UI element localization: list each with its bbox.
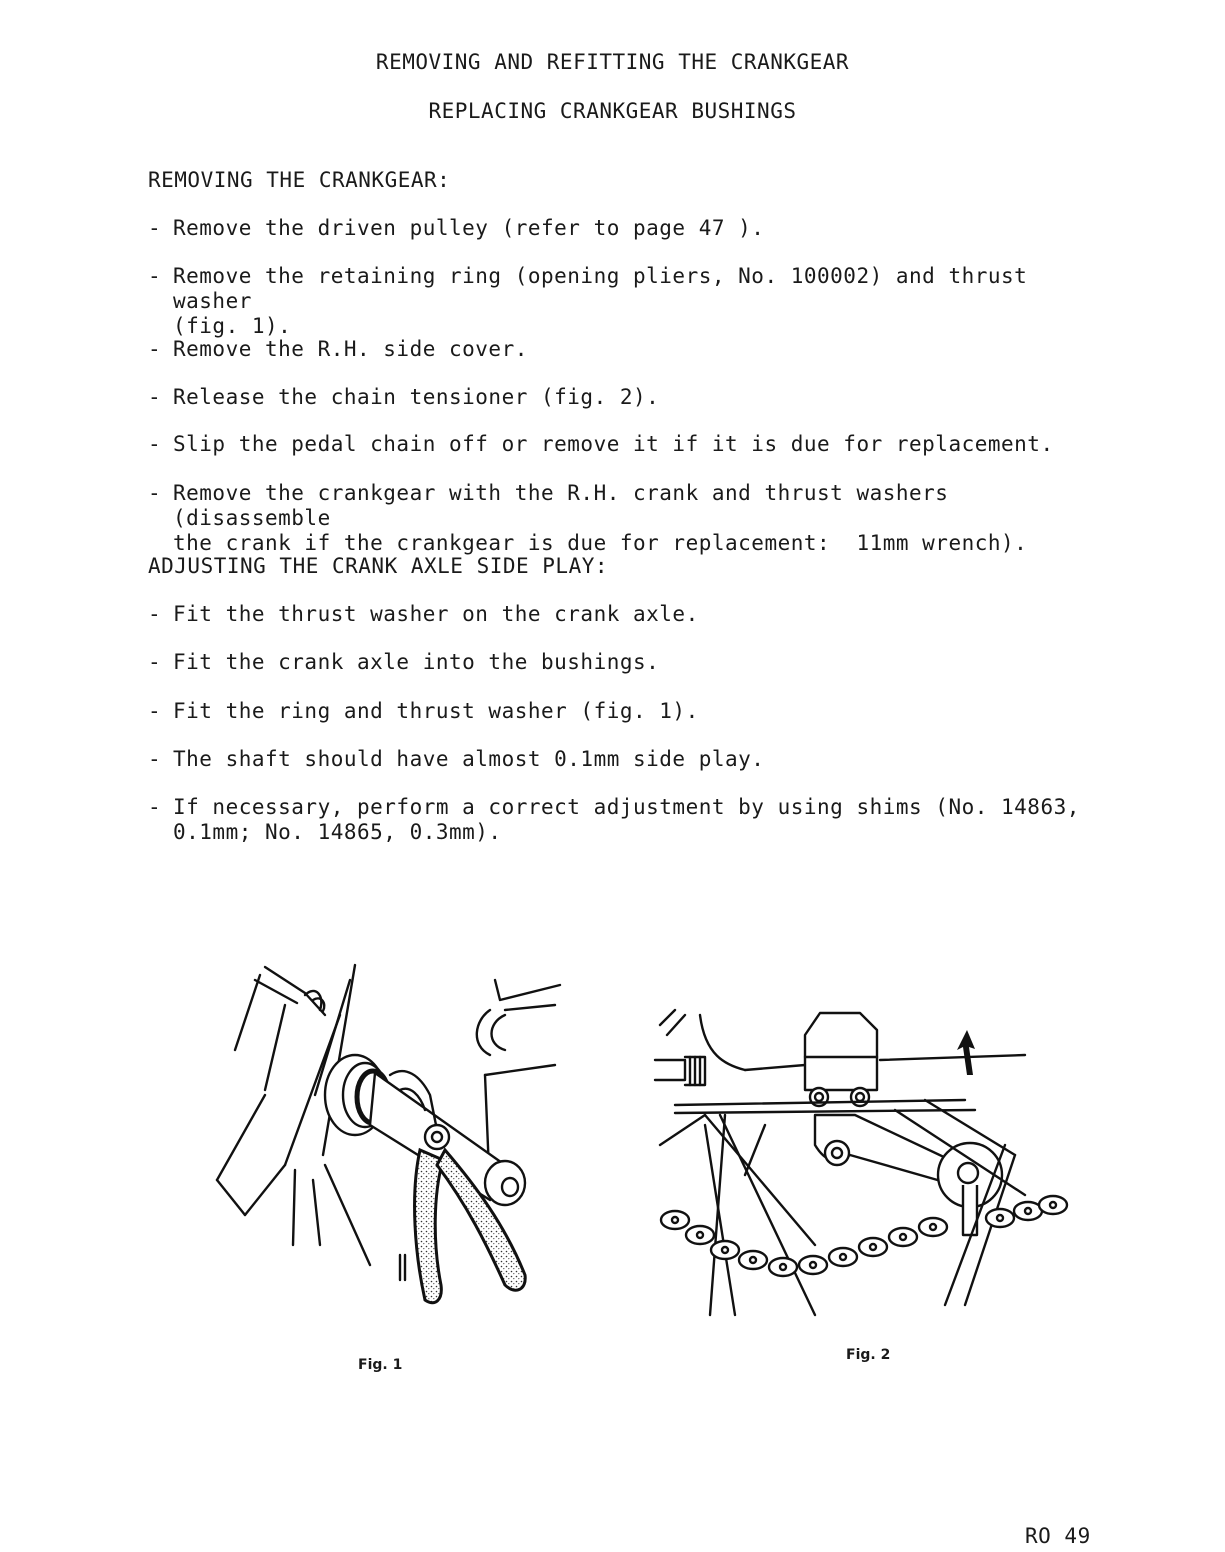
list-item: - The shaft should have almost 0.1mm side play. <box>148 747 765 771</box>
list-item: - Fit the crank axle into the bushings. <box>148 650 660 674</box>
section-title-removing: REMOVING THE CRANKGEAR: <box>148 168 451 192</box>
list-item: - Remove the crankgear with the R.H. crank and thrust washers (disassemble the crank if the crankgear is due for replacement: 11mm wrench). <box>148 481 1028 555</box>
list-item: - Remove the R.H. side cover. <box>148 337 528 361</box>
page-subtitle: REPLACING CRANKGEAR BUSHINGS <box>428 99 797 123</box>
list-item: - Release the chain tensioner (fig. 2). <box>148 385 660 409</box>
figure-1-caption: Fig. 1 <box>358 1357 403 1373</box>
figure-2-chain-tensioner-illustration <box>645 995 1075 1330</box>
page-number: RO 49 <box>1025 1524 1091 1548</box>
figure-1-pliers-illustration <box>205 955 565 1315</box>
list-item: - If necessary, perform a correct adjustment by using shims (No. 14863, 0.1mm; No. 14865, 0.3mm). <box>148 795 1080 844</box>
section-title-adjusting: ADJUSTING THE CRANK AXLE SIDE PLAY: <box>148 554 609 578</box>
list-item: - Remove the driven pulley (refer to page 47 ). <box>148 216 765 240</box>
page-title: REMOVING AND REFITTING THE CRANKGEAR <box>375 50 850 74</box>
figure-2-caption: Fig. 2 <box>846 1347 891 1363</box>
list-item: - Fit the thrust washer on the crank axle. <box>148 602 699 626</box>
list-item: - Slip the pedal chain off or remove it if it is due for replacement. <box>148 432 1054 456</box>
list-item: - Fit the ring and thrust washer (fig. 1). <box>148 699 699 723</box>
list-item: - Remove the retaining ring (opening pliers, No. 100002) and thrust washer (fig. 1). <box>148 264 1028 338</box>
